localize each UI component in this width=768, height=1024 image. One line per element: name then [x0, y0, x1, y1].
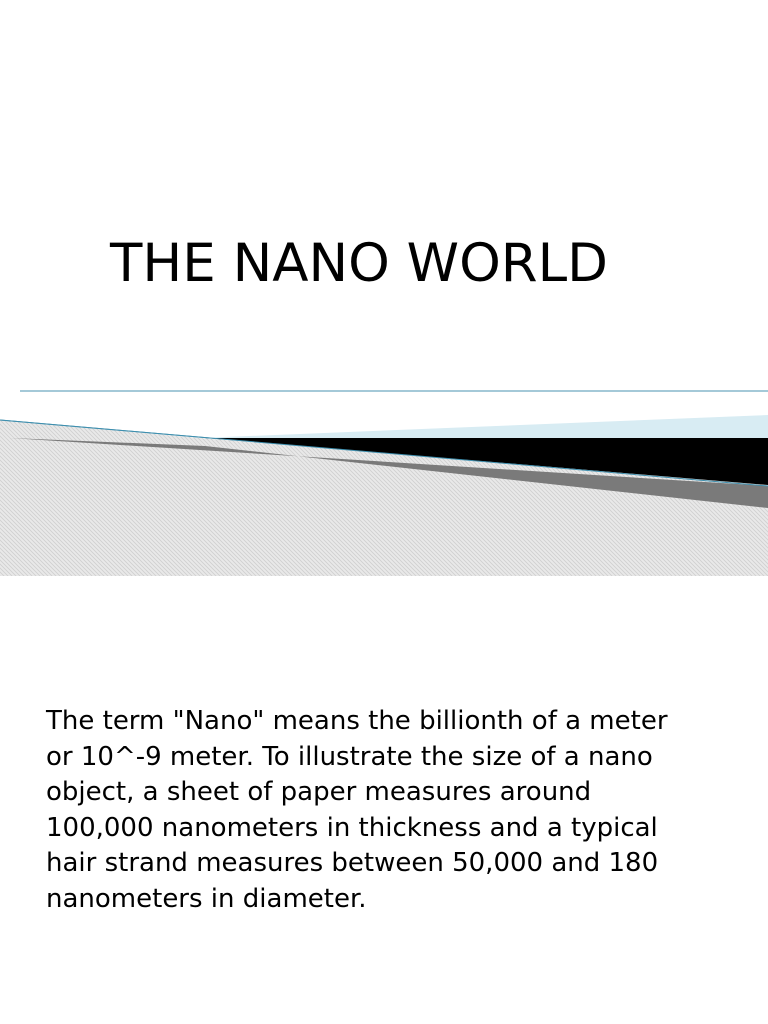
light-blue-wedge: [200, 415, 768, 438]
body-line: 100,000 nanometers in thickness and a typical: [46, 812, 658, 843]
body-line: or 10^-9 meter. To illustrate the size of a nano: [46, 741, 653, 772]
body-line: The term "Nano" means the billionth of a meter: [46, 706, 668, 736]
body-line: object, a sheet of paper measures around: [46, 777, 592, 807]
body-line: hair strand measures between 50,000 and 180: [46, 848, 659, 878]
slide-body-text: [46, 704, 746, 917]
decorative-banner: [0, 380, 768, 580]
slide-title: THE NANO WORLD: [110, 233, 608, 294]
body-line: nanometers in diameter.: [46, 883, 367, 914]
